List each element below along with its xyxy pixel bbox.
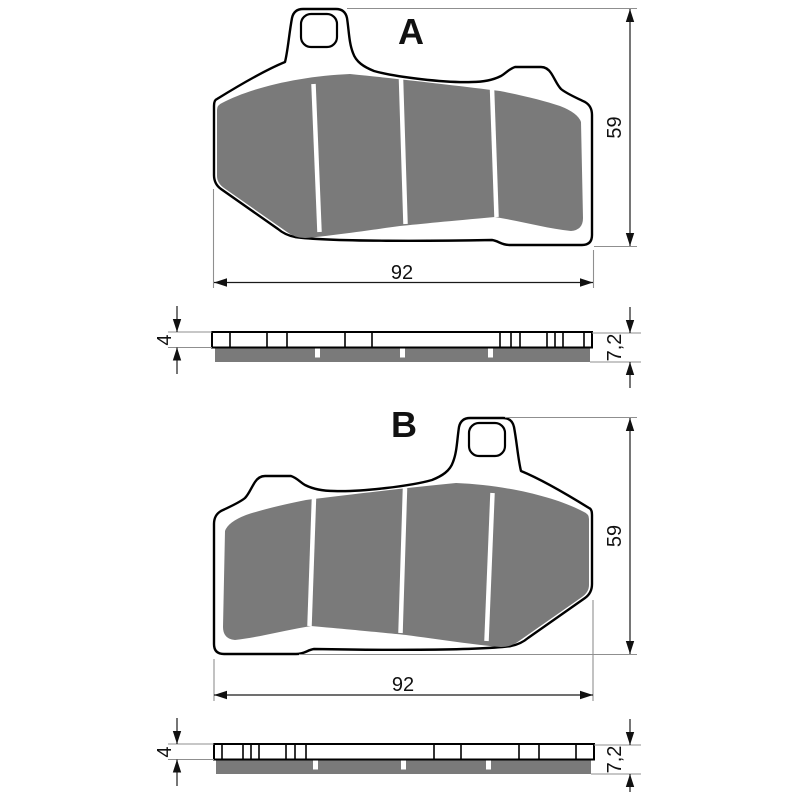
dim-b-total-value: 7,2 — [604, 745, 626, 774]
dim-a-width-value: 92 — [390, 262, 414, 284]
dim-a-total-value: 7,2 — [604, 333, 626, 362]
view-a-label: A — [398, 11, 424, 52]
pad-a-side-view — [212, 332, 592, 362]
dim-b-total — [591, 719, 641, 792]
dim-a-height-value: 59 — [604, 116, 626, 139]
dim-b-backing — [154, 718, 214, 786]
view-b — [154, 404, 641, 792]
dim-a-total — [590, 307, 641, 388]
view-b-label: B — [391, 404, 417, 445]
dim-a-backing — [154, 306, 212, 374]
view-a — [154, 9, 641, 389]
dim-b-backing-value: 4 — [154, 746, 176, 758]
dim-b-width-value: 92 — [391, 674, 415, 696]
pad-b-side-view — [214, 744, 594, 774]
dim-a-backing-value: 4 — [154, 334, 176, 346]
dim-b-height-value: 59 — [604, 524, 626, 548]
pad-b-front-view — [214, 418, 592, 654]
